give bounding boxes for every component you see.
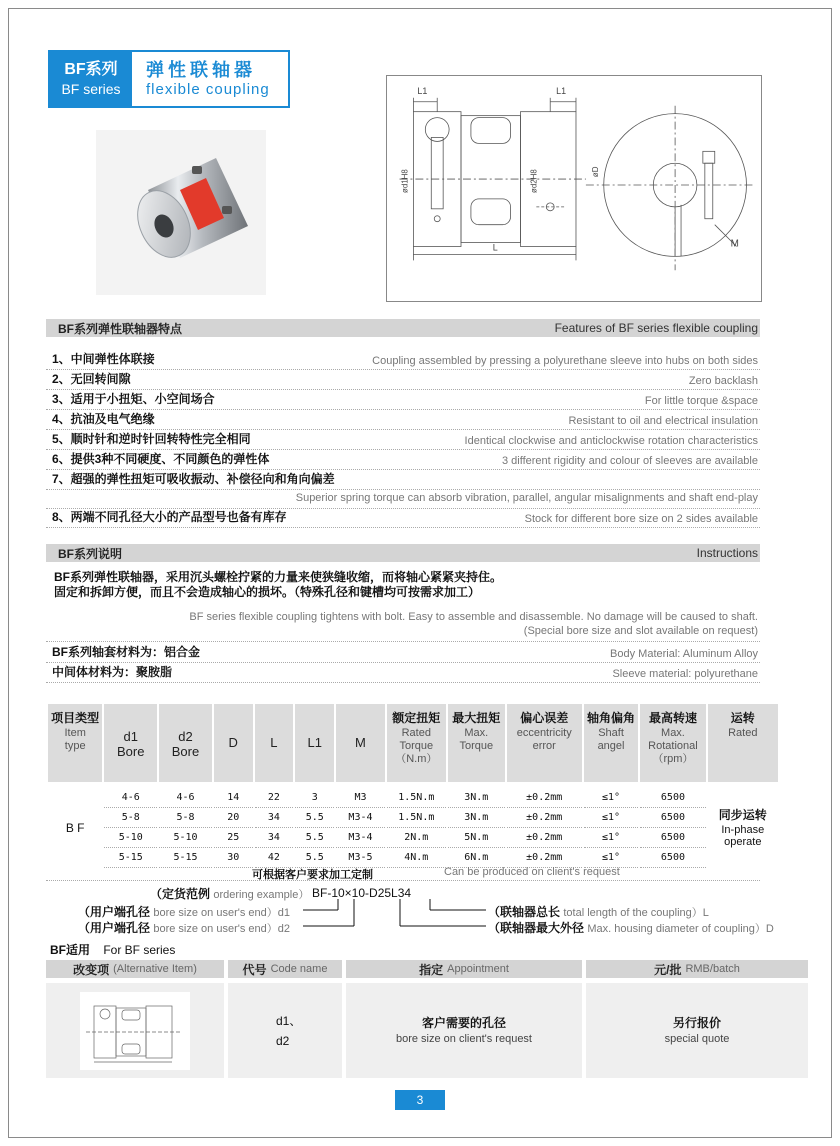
feature-en: Resistant to oil and electrical insulation bbox=[568, 415, 758, 427]
cell: 22 bbox=[255, 788, 294, 808]
cell: 34 bbox=[255, 828, 294, 848]
code-d2: d2 bbox=[276, 1033, 290, 1048]
cell: 5-8 bbox=[159, 808, 212, 828]
cell: ≤1° bbox=[584, 808, 639, 828]
sleeve-material-cn: 中间体材料为：聚胺脂 bbox=[52, 665, 173, 679]
header-max-torque: 最大扭矩 Max. Torque bbox=[448, 704, 505, 782]
appointment-cn: 客户需要的孔径 bbox=[421, 1015, 506, 1030]
cell: 5.5 bbox=[295, 848, 334, 868]
cell: 5N.m bbox=[448, 828, 505, 848]
cell: 25 bbox=[214, 828, 253, 848]
alt-body-code bbox=[228, 983, 342, 1078]
cell: 5-15 bbox=[104, 848, 157, 868]
cell: M3-4 bbox=[336, 808, 385, 828]
cell: 5.5 bbox=[295, 808, 334, 828]
cell: 34 bbox=[255, 808, 294, 828]
cell: 4N.m bbox=[387, 848, 446, 868]
cell: 5-10 bbox=[104, 828, 157, 848]
feature-row bbox=[46, 431, 760, 450]
instructions-bar bbox=[46, 544, 760, 562]
phase-cn: 同步运转 bbox=[718, 807, 767, 822]
ordering-d1-cn: （用户端孔径 bbox=[78, 905, 151, 919]
spec-row bbox=[48, 828, 778, 848]
ordering-diam-cn: （联轴器最大外径 bbox=[488, 921, 585, 935]
alt-header-item bbox=[46, 960, 224, 978]
ordering-example-en: ordering example） bbox=[213, 889, 310, 901]
custom-note-cn: 可根据客户要求加工定制 bbox=[252, 869, 373, 881]
ordering-total-en: total length of the coupling）L bbox=[563, 907, 709, 919]
phase-en: operate bbox=[724, 835, 762, 848]
ordering-example-cn: （定货范例 bbox=[150, 887, 211, 901]
cell: ≤1° bbox=[584, 828, 639, 848]
dimension-drawing bbox=[386, 75, 762, 302]
cell: 42 bbox=[255, 848, 294, 868]
sleeve-material-en: Sleeve material: polyurethane bbox=[612, 668, 758, 680]
cell: 6500 bbox=[640, 808, 705, 828]
spec-row bbox=[48, 788, 778, 808]
series-label-box bbox=[50, 52, 132, 106]
for-series-cn: BF适用 bbox=[50, 943, 90, 957]
header-L: L bbox=[255, 704, 294, 782]
dim-d2: ød2H8 bbox=[529, 169, 539, 193]
cell: ≤1° bbox=[584, 848, 639, 868]
instructions-cn-line: 固定和拆卸方便，而且不会造成轴心的损坏。（特殊孔径和键槽均可按需求加工） bbox=[54, 585, 481, 599]
alt-header-cn: 代号 bbox=[242, 962, 267, 977]
ordering-total-length bbox=[488, 903, 709, 920]
ordering-d2-cn: （用户端孔径 bbox=[78, 921, 151, 935]
dim-D: øD bbox=[590, 166, 600, 178]
cell: 6500 bbox=[640, 848, 705, 868]
feature-cn: 7、超强的弹性扭矩可吸收振动、补偿径向和角向偏差 bbox=[52, 472, 335, 486]
sleeve-material-row bbox=[46, 664, 760, 683]
cell: 5-10 bbox=[159, 828, 212, 848]
alt-header-en: RMB/batch bbox=[685, 963, 740, 975]
alt-header-cn: 指定 bbox=[419, 962, 444, 977]
cell: 3N.m bbox=[448, 788, 505, 808]
code-d1: d1、 bbox=[276, 1013, 302, 1028]
feature-row bbox=[46, 471, 760, 490]
feature-7-en: Superior spring torque can absorb vibration, parallel, angular misalignments and shaft end-play bbox=[46, 490, 760, 509]
alt-header-price bbox=[586, 960, 808, 978]
ordering-diam-en: Max. housing diameter of coupling）D bbox=[587, 923, 774, 935]
cell: ±0.2mm bbox=[507, 848, 582, 868]
header-max-speed: 最高转速 Max. Rotational （rpm） bbox=[640, 704, 705, 782]
feature-cn: 3、适用于小扭矩、小空间场合 bbox=[52, 392, 215, 406]
alt-body-item bbox=[46, 983, 224, 1078]
feature-cn: 6、提供3种不同硬度、不同颜色的弹性体 bbox=[52, 452, 270, 466]
product-label-box bbox=[132, 52, 288, 106]
alt-header-cn: 改变项 bbox=[73, 962, 110, 977]
cell: 6500 bbox=[640, 788, 705, 808]
features-title-en: Features of BF series flexible coupling bbox=[554, 321, 758, 335]
cell: ±0.2mm bbox=[507, 808, 582, 828]
feature-en: Identical clockwise and anticlockwise rotation characteristics bbox=[464, 435, 758, 447]
ordering-d2-en: bore size on user's end）d2 bbox=[153, 923, 290, 935]
product-photo bbox=[96, 130, 266, 295]
product-en: flexible coupling bbox=[146, 81, 270, 98]
alt-drawing bbox=[80, 992, 190, 1070]
features-title-cn: BF系列弹性联轴器特点 bbox=[58, 321, 182, 336]
alt-header-code bbox=[228, 960, 342, 978]
price-cn: 另行报价 bbox=[672, 1015, 721, 1030]
header-eccentricity: 偏心误差 eccentricity error bbox=[507, 704, 582, 782]
price-en: special quote bbox=[664, 1032, 730, 1045]
alt-header-appointment bbox=[346, 960, 582, 978]
cell: 5.5 bbox=[295, 828, 334, 848]
cell: 20 bbox=[214, 808, 253, 828]
instructions-title-en: Instructions bbox=[696, 546, 758, 560]
feature-en: Coupling assembled by pressing a polyurethane sleeve into hubs on both sides bbox=[372, 355, 758, 367]
feature-row bbox=[46, 451, 760, 470]
dim-M: M bbox=[730, 238, 739, 250]
feature-row bbox=[46, 391, 760, 410]
instructions-cn-line: BF系列弹性联轴器，采用沉头螺栓拧紧的力量来使狭缝收缩，而将轴心紧紧夹持住。 bbox=[54, 570, 502, 584]
feature-row bbox=[46, 351, 760, 370]
ordering-d2 bbox=[78, 919, 290, 936]
dim-l1-left: L1 bbox=[417, 85, 428, 96]
dim-l1-right: L1 bbox=[556, 85, 567, 96]
cell: 3N.m bbox=[448, 808, 505, 828]
instructions-cn bbox=[54, 570, 754, 600]
cell: M3-4 bbox=[336, 828, 385, 848]
feature-cn: 4、抗油及电气绝缘 bbox=[52, 412, 155, 426]
cell: 4-6 bbox=[159, 788, 212, 808]
dim-d1: ød1H8 bbox=[400, 169, 410, 193]
header-shaft-angle: 轴角偏角 Shaft angel bbox=[584, 704, 639, 782]
alt-body-price bbox=[586, 983, 808, 1078]
cell: 3 bbox=[295, 788, 334, 808]
ordering-total-cn: （联轴器总长 bbox=[488, 905, 561, 919]
ordering-d1-en: bore size on user's end）d1 bbox=[153, 907, 290, 919]
feature-row bbox=[46, 509, 760, 528]
alt-header-en: (Alternative Item) bbox=[113, 963, 197, 975]
cell: M3 bbox=[336, 788, 385, 808]
alt-header-en: Appointment bbox=[447, 963, 509, 975]
series-badge bbox=[48, 50, 290, 108]
type-cell: B F bbox=[65, 821, 85, 835]
appointment-en: bore size on client's request bbox=[395, 1032, 532, 1045]
feature-cn: 1、中间弹性体联接 bbox=[52, 352, 155, 366]
feature-en: 3 different rigidity and colour of sleeves are available bbox=[501, 455, 758, 467]
feature-cn: 8、两端不同孔径大小的产品型号也备有库存 bbox=[52, 510, 287, 524]
feature-en: For little torque &space bbox=[644, 395, 758, 407]
spec-header-row bbox=[48, 704, 778, 782]
cell: M3-5 bbox=[336, 848, 385, 868]
spec-table bbox=[46, 704, 780, 868]
product-cn: 弹性联轴器 bbox=[146, 60, 256, 80]
ordering-d1 bbox=[78, 903, 290, 920]
header-L1: L1 bbox=[295, 704, 334, 782]
feature-row bbox=[46, 411, 760, 430]
features-bar bbox=[46, 319, 760, 337]
instructions-title-cn: BF系列说明 bbox=[58, 546, 122, 561]
cell: 30 bbox=[214, 848, 253, 868]
feature-row bbox=[46, 371, 760, 390]
for-series-title bbox=[50, 941, 175, 958]
body-material-en: Body Material: Aluminum Alloy bbox=[610, 648, 758, 660]
spec-row bbox=[48, 808, 778, 828]
header-rated-torque: 额定扭矩 Rated Torque （N.m） bbox=[387, 704, 446, 782]
body-material-cn: BF系列轴套材料为：铝合金 bbox=[52, 645, 200, 659]
cell: ≤1° bbox=[584, 788, 639, 808]
header-item: 项目类型 Item type bbox=[48, 704, 102, 782]
ordering-example-label bbox=[150, 885, 309, 902]
page-number: 3 bbox=[395, 1090, 445, 1110]
header-operation: 运转 Rated bbox=[708, 704, 778, 782]
cell: 6N.m bbox=[448, 848, 505, 868]
instructions-en-line: (Special bore size and slot available on request) bbox=[523, 625, 758, 637]
for-series-en: For BF series bbox=[103, 943, 176, 957]
cell: 2N.m bbox=[387, 828, 446, 848]
series-cn: BF系列 bbox=[64, 61, 118, 78]
cell: ±0.2mm bbox=[507, 828, 582, 848]
cell: 1.5N.m bbox=[387, 808, 446, 828]
header-d1: d1 Bore bbox=[104, 704, 157, 782]
body-material-row bbox=[46, 644, 760, 663]
cell: 5-15 bbox=[159, 848, 212, 868]
alt-header-cn: 元/批 bbox=[654, 962, 682, 977]
phase-en: In-phase bbox=[721, 823, 765, 836]
header-M: M bbox=[336, 704, 385, 782]
ordering-code: BF-10×10-D25L34 bbox=[312, 886, 412, 900]
series-en: BF series bbox=[61, 81, 121, 97]
header-d2: d2 Bore bbox=[159, 704, 212, 782]
custom-note-en: Can be produced on client's request bbox=[444, 866, 620, 878]
cell: 4-6 bbox=[104, 788, 157, 808]
feature-en: Stock for different bore size on 2 sides available bbox=[524, 513, 758, 525]
feature-cn: 5、顺时针和逆时针回转特性完全相同 bbox=[52, 432, 251, 446]
instructions-en bbox=[46, 610, 760, 642]
alt-body-appointment bbox=[346, 983, 582, 1078]
phase-cell bbox=[708, 788, 778, 868]
ordering-max-diameter bbox=[488, 919, 774, 936]
cell: ±0.2mm bbox=[507, 788, 582, 808]
feature-cn: 2、无回转间隙 bbox=[52, 372, 131, 386]
cell: 5-8 bbox=[104, 808, 157, 828]
dim-L: L bbox=[492, 242, 498, 253]
header-D: D bbox=[214, 704, 253, 782]
cell: 1.5N.m bbox=[387, 788, 446, 808]
cell: 6500 bbox=[640, 828, 705, 848]
custom-note bbox=[46, 865, 760, 881]
cell: 14 bbox=[214, 788, 253, 808]
feature-en: Zero backlash bbox=[688, 375, 758, 387]
alt-header-en: Code name bbox=[270, 963, 328, 975]
instructions-en-line: BF series flexible coupling tightens with bolt. Easy to assemble and disassemble. No damage will be caused to shaft. bbox=[189, 611, 758, 623]
